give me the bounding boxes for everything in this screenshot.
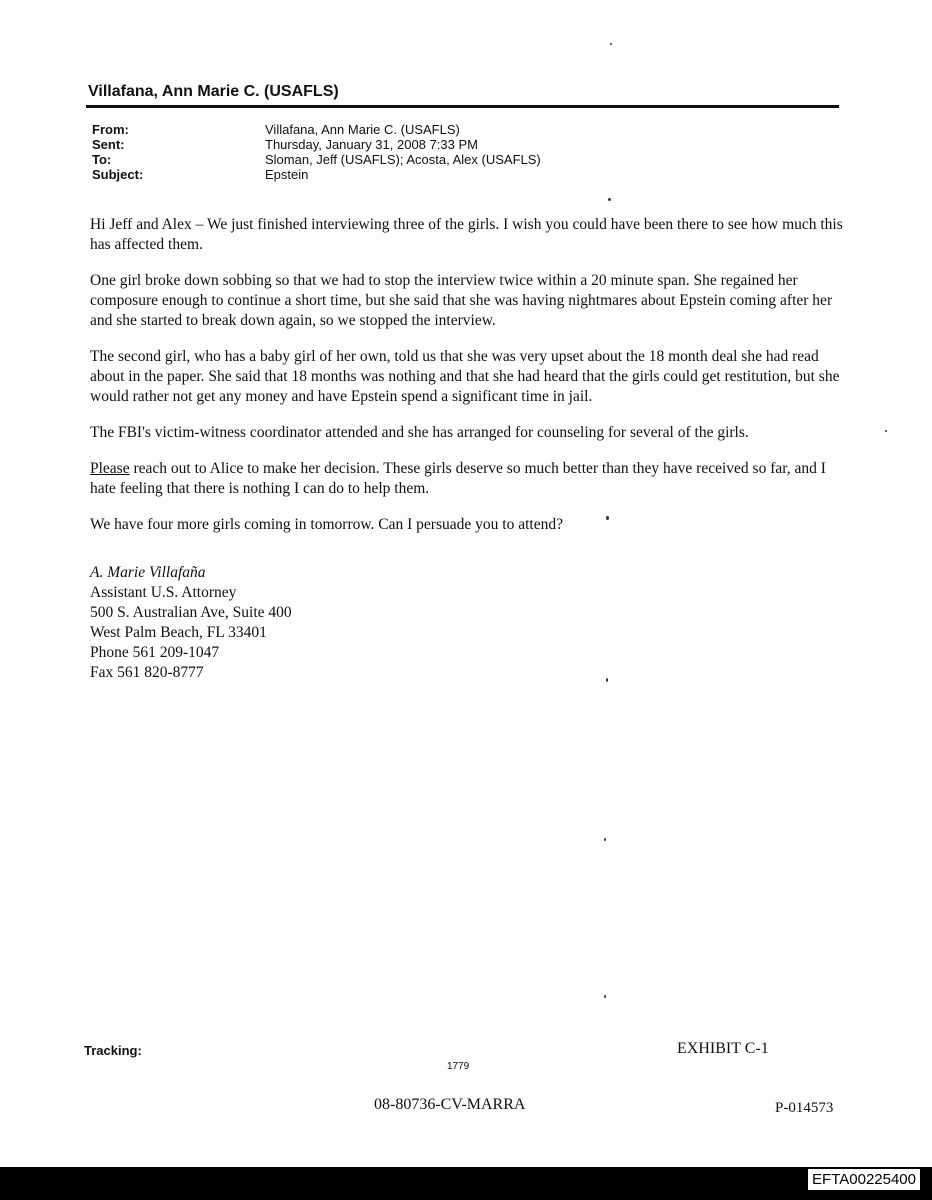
page-number: 1779 bbox=[447, 1061, 470, 1072]
title-rule bbox=[86, 105, 839, 108]
scan-speck bbox=[608, 198, 611, 201]
signature-name: A. Marie Villafaña bbox=[90, 564, 206, 581]
from-label: From: bbox=[92, 122, 129, 137]
tracking-label: Tracking: bbox=[84, 1043, 142, 1058]
underlined-word: Please bbox=[90, 460, 130, 477]
signature-phone: Phone 561 209-1047 bbox=[90, 644, 220, 661]
bates-number: P-014573 bbox=[775, 1100, 834, 1116]
scan-speck bbox=[885, 430, 887, 432]
body-paragraph-5-rest: reach out to Alice to make her decision. These girls deserve so much better than they have received so far, and I hate feeling that there is nothing I can do to help them. bbox=[90, 460, 826, 497]
scan-speck bbox=[606, 516, 609, 520]
signature-city: West Palm Beach, FL 33401 bbox=[90, 624, 267, 641]
scan-speck bbox=[604, 995, 606, 998]
body-paragraph-6: We have four more girls coming in tomorrow. Can I persuade you to attend? bbox=[90, 516, 563, 533]
email-body bbox=[90, 215, 850, 551]
subject-value: Epstein bbox=[265, 167, 309, 182]
to-value: Sloman, Jeff (USAFLS); Acosta, Alex (USAFLS) bbox=[265, 152, 541, 167]
from-value: Villafana, Ann Marie C. (USAFLS) bbox=[265, 122, 460, 137]
sent-label: Sent: bbox=[92, 137, 125, 152]
efta-stamp: EFTA00225400 bbox=[808, 1169, 920, 1190]
signature-title: Assistant U.S. Attorney bbox=[90, 584, 237, 601]
sent-value: Thursday, January 31, 2008 7:33 PM bbox=[265, 137, 478, 152]
body-paragraph-4: The FBI's victim-witness coordinator attended and she has arranged for counseling for several of the girls. bbox=[90, 424, 749, 441]
to-label: To: bbox=[92, 152, 112, 167]
document-title: Villafana, Ann Marie C. (USAFLS) bbox=[88, 83, 339, 100]
body-paragraph-2: One girl broke down sobbing so that we had to stop the interview twice within a 20 minute span. She regained her composure enough to continue a short time, but she said that she was having nightmares about Epstein coming after her and she started to break down again, so we stopped the interview. bbox=[90, 272, 833, 329]
case-number: 08-80736-CV-MARRA bbox=[374, 1096, 526, 1113]
body-paragraph-1: Hi Jeff and Alex – We just finished interviewing three of the girls. I wish you could have been there to see how much this has affected them. bbox=[90, 216, 843, 253]
scan-speck bbox=[610, 43, 612, 45]
body-paragraph-5 bbox=[90, 459, 850, 499]
signature-block bbox=[90, 563, 292, 683]
exhibit-label: EXHIBIT C-1 bbox=[677, 1040, 769, 1057]
signature-fax: Fax 561 820-8777 bbox=[90, 664, 204, 681]
signature-address: 500 S. Australian Ave, Suite 400 bbox=[90, 604, 292, 621]
scan-speck bbox=[604, 838, 606, 841]
body-paragraph-3: The second girl, who has a baby girl of her own, told us that she was very upset about the 18 month deal she had read about in the paper. She said that 18 months was nothing and that she had heard that the girls could get restitution, but she would rather not get any money and have Epstein spend a significant time in jail. bbox=[90, 348, 840, 405]
scan-speck bbox=[606, 678, 608, 682]
subject-label: Subject: bbox=[92, 167, 144, 182]
